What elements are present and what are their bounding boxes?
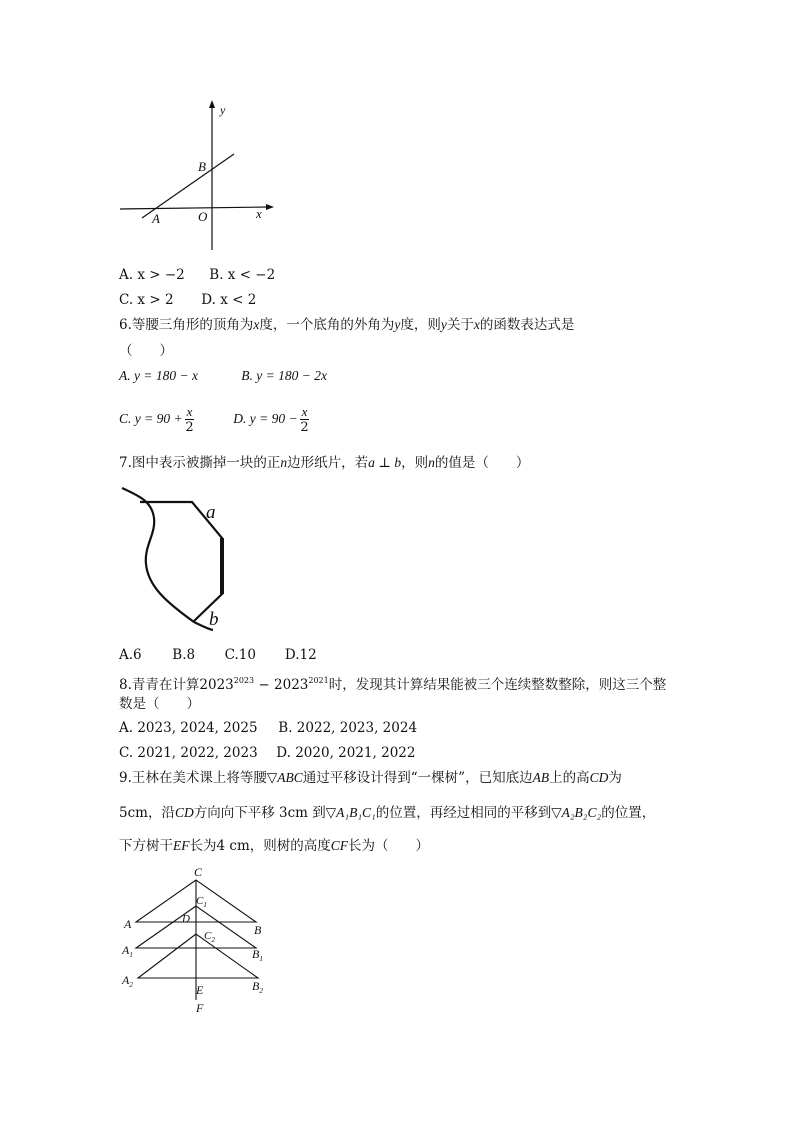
- q6-option-c[interactable]: [119, 402, 229, 436]
- q6-answer-paren: （ ）: [119, 343, 173, 359]
- q8-exponent-1: 2023: [233, 676, 255, 685]
- x-axis: [120, 207, 268, 209]
- q9-seg-cf: CF: [330, 838, 349, 853]
- q8-text-a: 8.青青在计算: [119, 677, 200, 693]
- q6-option-c-text: C. y = 90 +: [119, 411, 183, 426]
- label-d: D: [182, 913, 190, 925]
- q6-text-d: 关于: [446, 317, 474, 333]
- label-f: F: [196, 1001, 204, 1015]
- q6-text-b: 度，一个底角的外角为: [259, 317, 395, 333]
- q7-option-b[interactable]: B.8: [172, 647, 196, 663]
- q8-options-row2: [119, 744, 415, 762]
- label-b2: $B_2$: [252, 979, 263, 995]
- q7-var-n: n: [280, 455, 288, 470]
- x-axis-arrow: [266, 204, 274, 210]
- q7-text-d: 的值是（ ）: [434, 455, 530, 471]
- label-b: b: [209, 609, 219, 630]
- q7-option-d[interactable]: D.12: [284, 647, 317, 663]
- q9-triangle-abc: ▽ABC: [266, 770, 303, 785]
- q8-stem-line1: [119, 672, 666, 694]
- q9-stem-line3: [119, 837, 429, 855]
- q9-stem-line1: [119, 769, 622, 787]
- q6-option-c-fraction: [185, 404, 195, 435]
- label-c: C: [194, 865, 203, 879]
- q5-options-row1: [119, 266, 275, 284]
- q6-var-x: x: [253, 317, 260, 332]
- q8-option-d[interactable]: D. 2020, 2021, 2022: [276, 745, 416, 761]
- point-a-label: A: [152, 211, 160, 226]
- q9-text-b: 通过平移设计得到“一棵树”，已知底边: [302, 770, 533, 786]
- q9-l2-a: 5cm，沿: [119, 805, 175, 821]
- q9-text-d: 为: [608, 770, 622, 786]
- q9-seg-cd: CD: [589, 770, 609, 785]
- q9-l2-b: 方向向下平移 3cm 到: [193, 805, 326, 821]
- q8-options-row1: [119, 719, 417, 737]
- q8-stem-line2: 数是（ ）: [119, 696, 200, 712]
- triangle-a2b2c2: [138, 934, 258, 978]
- q5-option-d[interactable]: D. x < 2: [201, 292, 257, 308]
- q9-seg-cd2: CD: [174, 805, 194, 820]
- q6-option-a[interactable]: A. y = 180 − x: [119, 368, 198, 383]
- q6-var-y: y: [394, 317, 401, 332]
- x-axis-label: x: [256, 206, 262, 221]
- label-a: A: [124, 917, 132, 931]
- q9-seg-ab: AB: [532, 770, 550, 785]
- q7-option-c[interactable]: C.10: [224, 647, 256, 663]
- y-axis-arrow: [209, 100, 215, 108]
- label-b: B: [254, 923, 262, 937]
- frac-denominator: 2: [185, 420, 194, 435]
- q6-option-d[interactable]: [233, 402, 311, 436]
- q5-option-c[interactable]: C. x > 2: [119, 292, 174, 308]
- frac-numerator: x: [186, 404, 193, 419]
- q6-option-d-fraction: [300, 404, 310, 435]
- q9-triangle-a2b2c2: ▽A₂B₂C₂: [551, 805, 602, 820]
- q9-l3-d: 长为（ ）: [348, 838, 430, 854]
- q8-option-b[interactable]: B. 2022, 2023, 2024: [278, 720, 418, 736]
- q8-option-a[interactable]: A. 2023, 2024, 2025: [119, 720, 258, 736]
- q8-exponent-2: 2021: [308, 676, 329, 685]
- q8-base-2: 2023: [274, 677, 309, 693]
- q7-condition: a ⊥ b: [368, 455, 402, 470]
- q7-stem: [119, 454, 529, 472]
- q9-text-a: 9.王林在美术课上将等腰: [119, 770, 267, 786]
- y-axis-label: y: [220, 103, 226, 117]
- q7-text-c: ，则: [401, 455, 429, 471]
- label-c1: $C_1$: [196, 895, 207, 909]
- q9-text-c: 上的高: [549, 770, 590, 786]
- label-a1: $A_1$: [122, 943, 133, 959]
- q9-triangle-a1b1c1: ▽A₁B₁C₁: [325, 805, 376, 820]
- label-c2: $C_2$: [204, 930, 215, 944]
- label-b1: $B_1$: [252, 947, 263, 963]
- q9-stem-line2: [119, 804, 655, 822]
- label-a: a: [206, 502, 216, 523]
- q9-length: 4 cm: [216, 838, 250, 854]
- q6-text-c: 度，则: [400, 317, 441, 333]
- q6-options-row1: [119, 367, 327, 385]
- origin-label: O: [198, 209, 208, 224]
- tree-figure: [118, 866, 278, 1016]
- q7-text-a: 7.图中表示被撕掉一块的正: [119, 455, 281, 471]
- q5-options-row2: [119, 291, 256, 309]
- q5-option-b[interactable]: B. x < −2: [209, 267, 276, 283]
- q7-var-n2: n: [428, 455, 435, 470]
- q6-stem: [119, 316, 574, 334]
- q9-l3-a: 下方树干: [119, 838, 173, 854]
- q6-var-y2: y: [440, 317, 447, 332]
- q8-base-1: 2023: [199, 677, 234, 693]
- q6-options-row2: [119, 402, 311, 436]
- q8-text-b: 时，发现其计算结果能被三个连续整数整除，则这三个整: [328, 677, 667, 693]
- q9-l3-b: 长为: [189, 838, 217, 854]
- label-a2: $A_2$: [122, 973, 133, 989]
- linear-graph-figure: [118, 100, 278, 260]
- q9-seg-ef: EF: [173, 838, 190, 853]
- q6-var-x2: x: [473, 317, 480, 332]
- q6-option-d-text: D. y = 90 −: [233, 411, 298, 426]
- q7-text-b: 边形纸片，若: [287, 455, 369, 471]
- q6-option-b[interactable]: B. y = 180 − 2x: [241, 368, 327, 383]
- q8-option-c[interactable]: C. 2021, 2022, 2023: [119, 745, 258, 761]
- q5-option-a[interactable]: A. x > −2: [119, 267, 185, 283]
- label-e: E: [196, 983, 204, 997]
- q9-l3-c: ，则树的高度: [249, 838, 331, 854]
- q7-options: [119, 646, 317, 664]
- q6-text-e: 的函数表达式是: [479, 317, 575, 333]
- q7-option-a[interactable]: A.6: [119, 647, 142, 663]
- point-b-label: B: [198, 159, 206, 174]
- q9-l2-d: 的位置，: [601, 805, 656, 821]
- frac-denominator: 2: [300, 420, 309, 435]
- frac-numerator: x: [301, 404, 308, 419]
- q6-text-a: 6.等腰三角形的顶角为: [119, 317, 254, 333]
- torn-polygon-figure: [118, 484, 248, 634]
- q9-l2-c: 的位置，再经过相同的平移到: [375, 805, 552, 821]
- q8-minus: −: [254, 677, 275, 693]
